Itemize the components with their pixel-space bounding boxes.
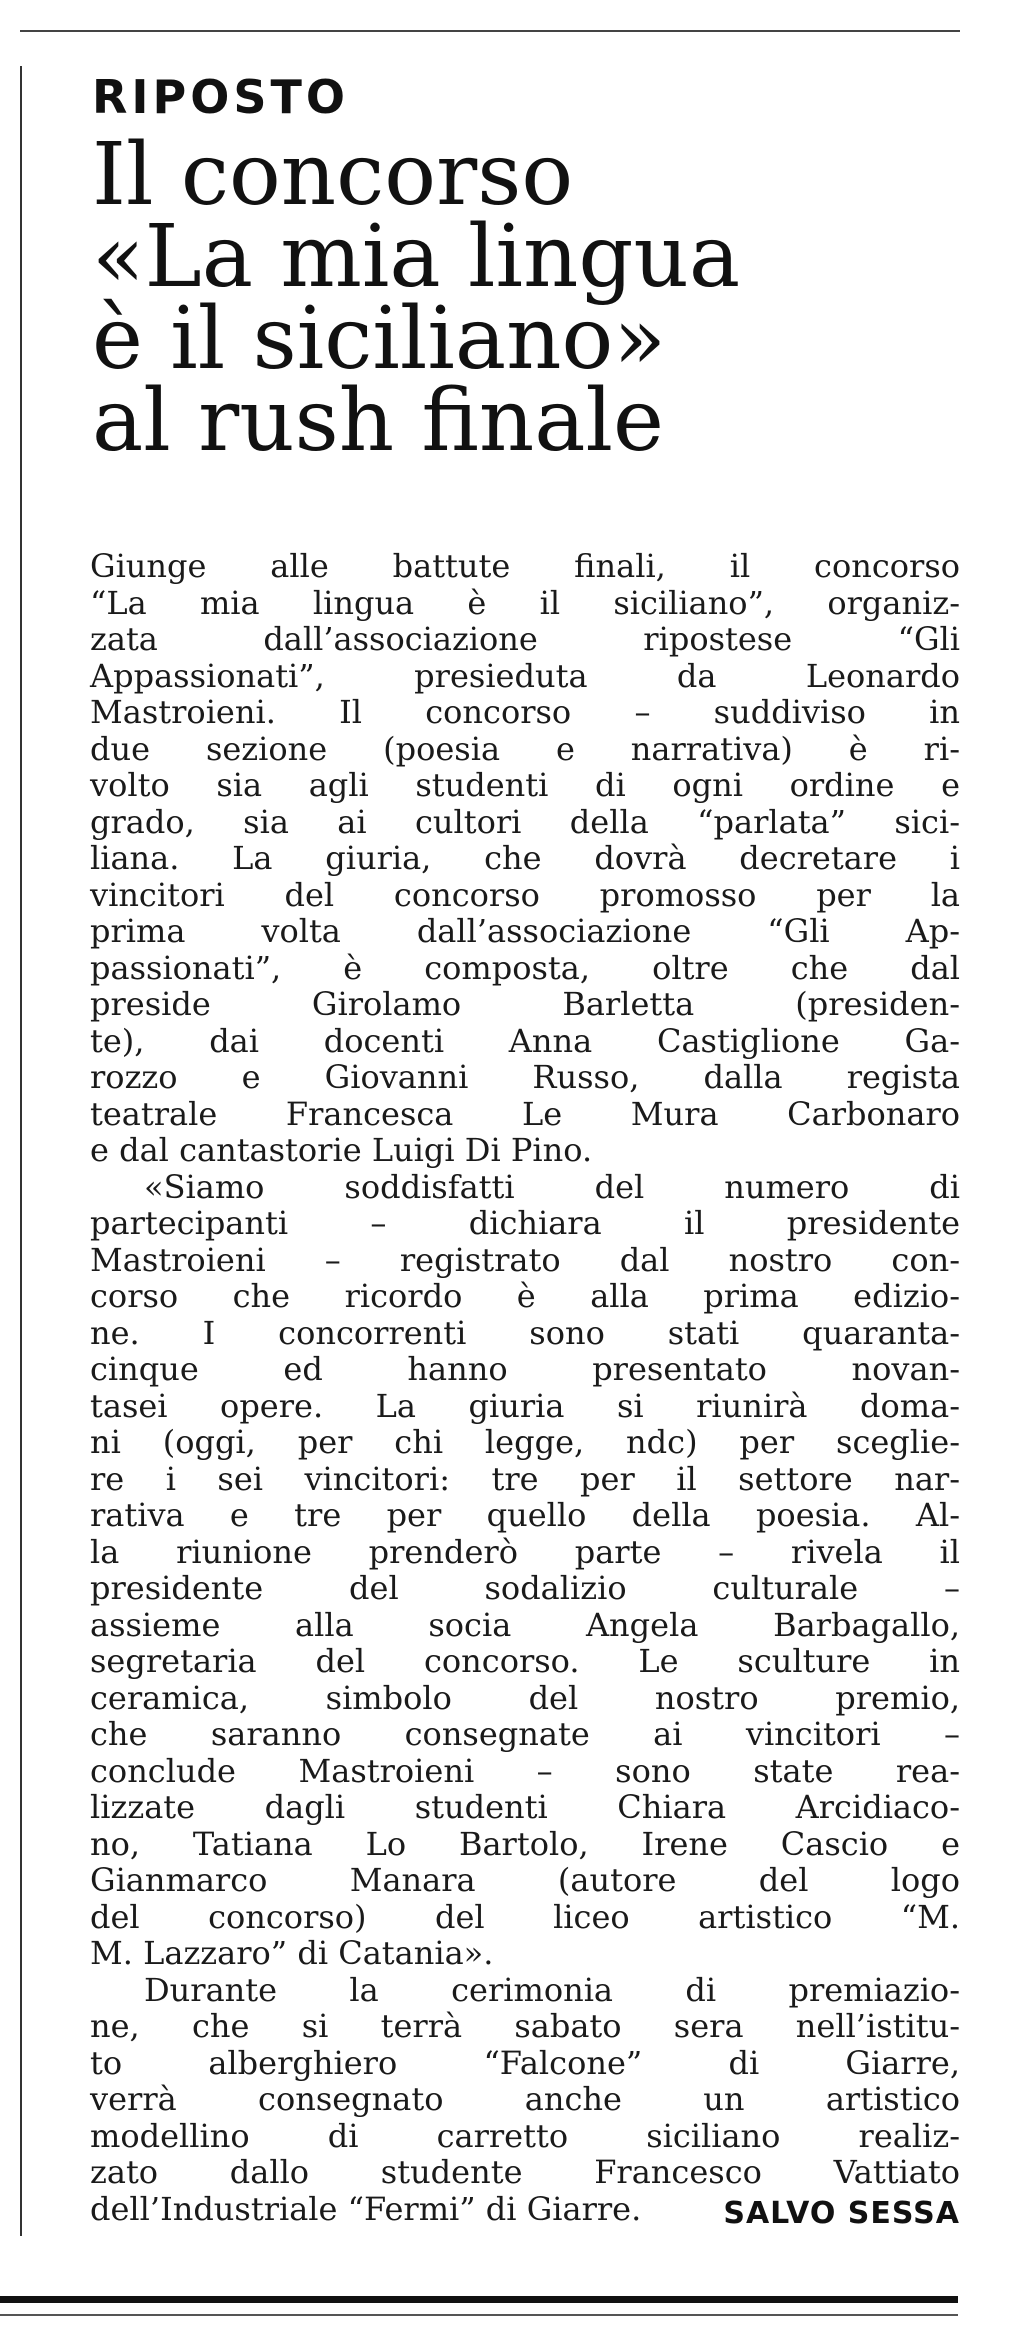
- article-line: ceramica, simbolo del nostro premio,: [90, 1678, 960, 1717]
- article-line: segretaria del concorso. Le sculture in: [90, 1642, 960, 1680]
- section-kicker: RIPOSTO: [92, 70, 349, 124]
- article-body: [90, 548, 960, 2227]
- article-line: cinque ed hanno presentato novan-: [90, 1350, 960, 1388]
- article-line: liana. La giuria, che dovrà decretare i: [90, 839, 960, 877]
- article-line: modellino di carretto siciliano realiz-: [90, 2116, 960, 2155]
- article-line: Durante la cerimonia di premiazio-: [144, 1970, 960, 2009]
- bottom-rule-thin: [0, 2314, 958, 2316]
- article-line: assieme alla socia Angela Barbagallo,: [90, 1605, 960, 1644]
- article-line: re i sei vincitori: tre per il settore nar-: [90, 1459, 960, 1498]
- article-line: vincitori del concorso promosso per la: [90, 875, 960, 914]
- headline-line: è il siciliano»: [92, 289, 666, 389]
- article-line: Mastroieni – registrato dal nostro con-: [90, 1240, 960, 1279]
- article-line: partecipanti – dichiara il presidente: [90, 1204, 960, 1242]
- byline: SALVO SESSA: [723, 2196, 960, 2231]
- article-line: dell’Industriale “Fermi” di Giarre.: [90, 2189, 642, 2228]
- article-line: Giunge alle battute finali, il concorso: [90, 547, 960, 585]
- article-line: verrà consegnato anche un artistico: [90, 2080, 960, 2118]
- article-line: tasei opere. La giuria si riunirà doma-: [90, 1386, 960, 1425]
- article-line: no, Tatiana Lo Bartolo, Irene Cascio e: [90, 1824, 960, 1863]
- article-line: grado, sia ai cultori della “parlata” sici-: [90, 802, 960, 841]
- headline-line: al rush finale: [92, 371, 664, 471]
- article-line: due sezione (poesia e narrativa) è ri-: [90, 729, 960, 768]
- article-line: rativa e tre per quello della poesia. Al-: [90, 1496, 960, 1534]
- article-line: teatrale Francesca Le Mura Carbonaro: [90, 1094, 960, 1133]
- article-line: ne, che si terrà sabato sera nell’istitu-: [90, 2007, 960, 2045]
- headline-line: Il concorso: [92, 125, 574, 225]
- article-line: to alberghiero “Falcone” di Giarre,: [90, 2043, 960, 2082]
- headline-line: «La mia lingua: [92, 207, 741, 307]
- article-line: “La mia lingua è il siciliano”, organiz-: [90, 583, 960, 622]
- article-line: Appassionati”, presieduta da Leonardo: [90, 656, 960, 695]
- article-line: «Siamo soddisfatti del numero di: [144, 1167, 960, 1206]
- article-line: la riunione prenderò parte – rivela il: [90, 1532, 960, 1571]
- article-line: del concorso) del liceo artistico “M.: [90, 1897, 960, 1936]
- article-line: ni (oggi, per chi legge, ndc) per sceglie-: [90, 1423, 960, 1461]
- article-line: preside Girolamo Barletta (presiden-: [90, 985, 960, 1023]
- bottom-rule: [0, 2296, 958, 2303]
- article-line: passionati”, è composta, oltre che dal: [90, 948, 960, 987]
- headline: [92, 125, 972, 471]
- top-rule: [20, 30, 960, 32]
- left-column-rule: [20, 66, 22, 2236]
- article-line: corso che ricordo è alla prima edizio-: [90, 1277, 960, 1315]
- article-line: zata dall’associazione ripostese “Gli: [90, 620, 960, 658]
- article-line: conclude Mastroieni – sono state rea-: [90, 1751, 960, 1790]
- article-line: M. Lazzaro” di Catania».: [90, 1934, 494, 1972]
- article-line: e dal cantastorie Luigi Di Pino.: [90, 1131, 593, 1169]
- article-line: te), dai docenti Anna Castiglione Ga-: [90, 1021, 960, 1060]
- article-line: volto sia agli studenti di ogni ordine e: [90, 766, 960, 804]
- article-line: Gianmarco Manara (autore del logo: [90, 1861, 960, 1899]
- article-line: zato dallo studente Francesco Vattiato: [90, 2153, 960, 2191]
- article-line: lizzate dagli studenti Chiara Arcidiaco-: [90, 1788, 960, 1826]
- article-line: Mastroieni. Il concorso – suddiviso in: [90, 693, 960, 731]
- article-line: prima volta dall’associazione “Gli Ap-: [90, 912, 960, 950]
- article-line: rozzo e Giovanni Russo, dalla regista: [90, 1058, 960, 1096]
- article-line: che saranno consegnate ai vincitori –: [90, 1715, 960, 1753]
- article-line: presidente del sodalizio culturale –: [90, 1569, 960, 1607]
- article-line: ne. I concorrenti sono stati quaranta-: [90, 1313, 960, 1352]
